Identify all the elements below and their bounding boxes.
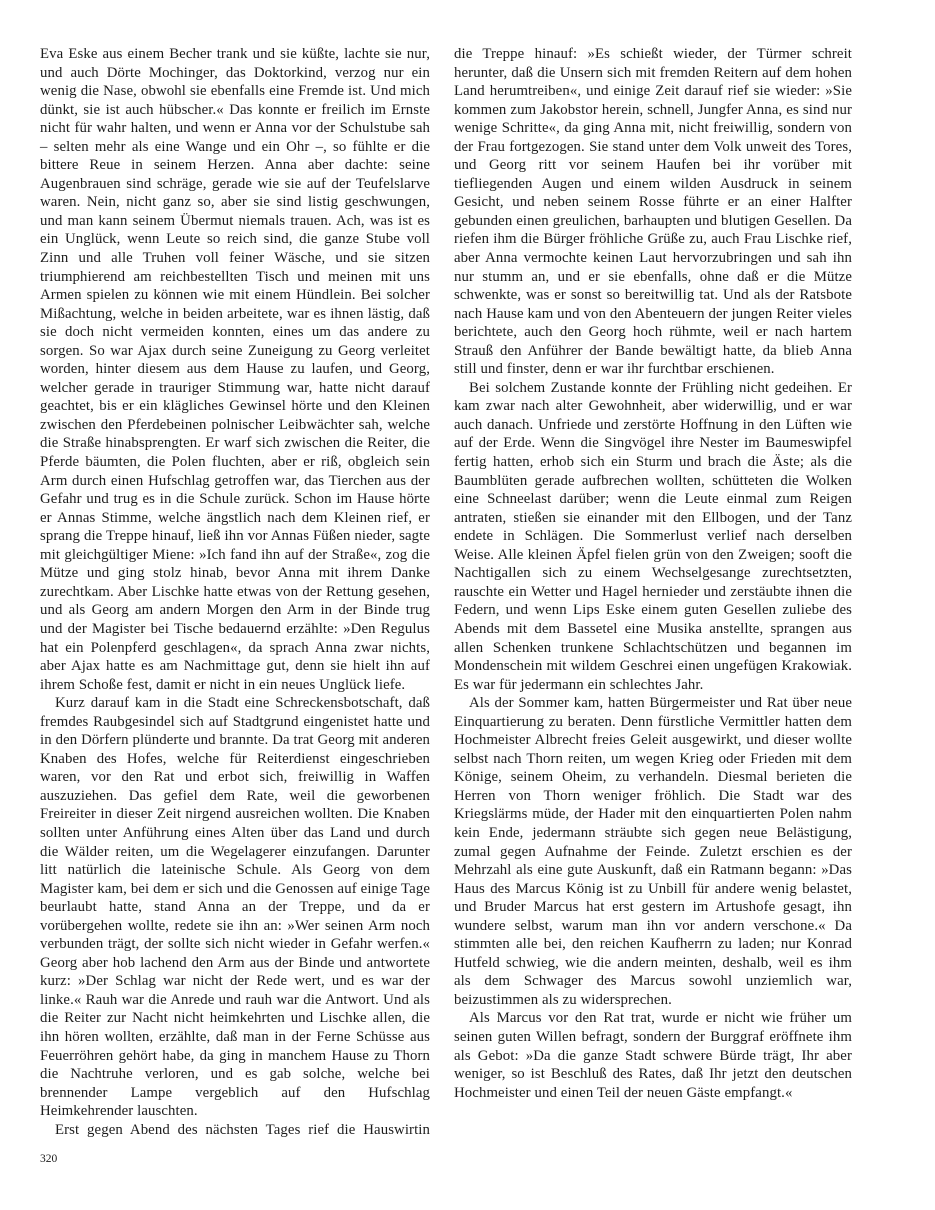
paragraph: Eva Eske aus einem Becher trank und sie küßte, lachte sie nur, und auch Dörte Mochinger, das Doktorkind, verzog nur ein wenig die Nase, obwohl sie ebenfalls eine Fremde ist. Und mich dünkt, sie ist auch hübscher.« Das konnte er freilich im Ernste nicht für wahr halten, und wenn er Anna vor der Schulstube sah – selten mehr als eine Wange und ein Ohr –, so fühlte er die bittere Reue in seinem Herzen. Anna aber dachte: seine Augenbrauen sind schräge, gerade wie sie auf der Teufelslarve waren. Nein, nicht ganz so, aber sie sind listig geschwungen, und man kann seinem Übermut niemals trauen. Ach, was ist es ein Unglück, wenn Leute so reich sind, die ganze Stube voll Zinn und alle Truhen voll feiner Wäsche, und sie sitzen triumphierend am reichbestellten Tisch und meinen mit uns Armen spielen zu können wie mit einem Hündlein. Bei solcher Mißachtung, welche in beiden arbeitete, war es ihnen lästig, daß sie doch nicht vermeiden konnten, eines um das andere zu sorgen. So war Ajax durch seine Zuneigung zu Georg verleitet worden, hinter diesem aus dem Hause zu laufen, und Georg, welcher gerade in trauriger Stimmung war, hatte nicht darauf geachtet, bis er ein klägliches Gewinsel hörte und den Kleinen zwischen den Pferdebeinen polnischer Leibwächter sah, welche die Straße hinabsprengten. Er warf sich zwischen die Reiter, die Pferde bäumten, die Polen fluchten, aber er riß, obgleich sein Arm durch einen Hufschlag getroffen war, das Tierchen aus der Gefahr und trug es in die Schule zurück. Schon im Hause hörte er Annas Stimme, welche ängstlich nach dem Kleinen rief, er sprang die Treppe hinauf, ließ ihn vor Annas Füßen nieder, sagte mit gleichgültiger Miene: »Ich fand ihn auf der Straße«, zog die Mütze und ging stolz hinab, bevor Anna mit ihrem Danke zurechtkam. Aber Lischke hatte etwas von der Rettung gesehen, und als Georg am andern Morgen den Arm in der Binde trug und der Magister bei Tische bedauernd erzählte: »Den Regulus hat ein Polenpferd geschlagen«, da sprach Anna zwar nichts, aber Ajax hatte es am Nachmittage gut, denn sie hielt ihn auf ihrem Schoße fest, damit er nicht in ein neues Unglück liefe.	[40, 46, 430, 693]
paragraph: die Treppe hinauf: »Es schießt wieder, der Türmer schreit herunter, daß die Unsern sich mit fremden Reitern auf dem hohen Land herumtreiben«, und einige Zeit darauf rief sie wieder: »Sie kommen zum Jakobstor herein, schnell, Jungfer Anna, es sind nur wenige Schritte«, da ging Anna mit, nicht freiwillig, sondern von der Frau fortgezogen. Sie stand unter dem Volk unweit des Tores, und Georg ritt vor seinem Haufen bei ihr vorüber mit tiefliegenden Augen und einem wilden Ausdruck in seinem Gesicht, und neben seinem Rosse führte er an einer Halfter gebunden einen greulichen, barhaupten und blutigen Gesellen. Da riefen ihm die Bürger fröhliche Grüße zu, auch Frau Lischke rief, aber Anna vermochte keinen Laut hervorzubringen und sah ihn nur stumm an, und er sie ebenfalls, ohne daß er die Mütze schwenkte, was er sonst so bereitwillig tat. Und als der Ratsbote nach Hause kam und von den Abenteuern der jungen Reiter vieles berichtete, auch den Georg hoch rühmte, weil er nach hartem Strauß den Anführer der Bande bewältigt hatte, da blieb Anna still und finster, denn er war ihr furchtbar erschienen.	[454, 46, 852, 378]
paragraph: Als der Sommer kam, hatten Bürgermeister und Rat über neue Einquartierung zu beraten. Denn fürstliche Vermittler hatten dem Hochmeister Albrecht freies Geleit ausgewirkt, und dieser wollte selbst nach Thorn reiten, um wegen Krieg oder Frieden mit dem Könige, seinem Oheim, zu verhandeln. Diesmal berieten die Herren von Thorn weniger fröhlich. Die Stadt war des Kriegslärms müde, der Hader mit den einquartierten Polen nahm kein Ende, jedermann sträubte sich gegen neue Belästigung, zumal gegen Aufnahme der Feinde. Zuletzt erschien es der Mehrzahl als eine gute Auskunft, daß ein Ratmann begann: »Das Haus des Marcus König ist zu Unbill für andere wenig belastet, und Bruder Marcus hat erst gestern im Artushofe gesagt, ihn wundere selbst, warum man ihn vor andern verschone.« Da stimmten alle bei, den reichen Kaufherrn zu laden; nur Konrad Hutfeld schwieg, wie die andern meinten, deshalb, weil es ihm als dem Schwager des Marcus sowohl unziemlich war, beizustimmen als zu widersprechen.	[454, 695, 852, 1008]
page-number: 320	[40, 1153, 58, 1165]
paragraph: Erst gegen Abend des nächsten Tages rief die Hauswirtin	[55, 1121, 430, 1138]
paragraph: Bei solchem Zustande konnte der Frühling nicht gedeihen. Er kam zwar nach alter Gewohnheit, aber widerwillig, und er war auch danach. Unfriede und zerstörte Hoffnung in den Lüften wie auf der Erde. Wenn die Singvögel ihre Nester im Baumeswipfel fertig hatten, erhob sich ein Sturm und brach die Äste; als die Baumblüten gerade aufbrechen wollten, schütteten die Wolken eine Schneelast darüber; wenn die Leute einmal zum Reigen antraten, stießen sie einander mit den Ellbogen, und der Tanz endete in Schlägen. Die Sommerlust verlief nach derselben Weise. Alle kleinen Äpfel fielen grün von den Zweigen; sooft die Nachtigallen sich zu einem Wechselgesange zurechtsetzten, rauschte ein Wetter und Hagel hernieder und zerstäubte ihnen die Federn, und wenn Lips Eske einem guten Gesellen zuliebe des Abends mit dem Bassetel eine Musika anstellte, sprangen aus allen Schenken trunkene Schlachtschützen und begannen im Mondenschein mit wildem Geschrei einen ungefügen Krakowiak. Es war für jedermann ein schlechtes Jahr.	[454, 379, 852, 693]
text-column-left	[40, 45, 430, 1139]
paragraph: Kurz darauf kam in die Stadt eine Schreckensbotschaft, daß fremdes Raubgesindel sich auf Stadtgrund eingenistet hatte und in den Dörfern plünderte und brannte. Da trat Georg mit anderen Knaben des Hofes, welche für Reiterdienst eingeschrieben waren, vor den Rat und erbot sich, freiwillig in Waffen auszuziehen. Das gefiel dem Rate, weil die geworbenen Freireiter in dieser Zeit nirgend ausreichen wollten. Die Knaben sollten unter Anführung eines Alten über das Land und durch die Wälder reiten, um die Wegelagerer einzufangen. Darunter litt natürlich die lateinische Schule. Als Georg von dem Magister kam, bei dem er sich und die Genossen auf einige Tage beurlaubt hatte, stand Anna an der Treppe, und da er vorübergehen wollte, redete sie ihn an: »Wer seinen Arm noch verbunden trägt, der sollte sich nicht wieder in Gefahr werfen.« Georg aber hob lachend den Arm aus der Binde und antwortete kurz: »Der Schlag war nicht der Rede wert, und es war der linke.« Rauh war die Anrede und rauh war die Antwort. Und als die Reiter zur Nacht nicht heimkehrten und Lischke allen, die ihn hören wollten, erzählte, daß man in der Ferne Schüsse aus Feuerröhren gehört habe, da ging in manchem Hause zu Thorn die Nachtruhe verloren, und es gab solche, welche bei brennender Lampe vergeblich auf den Hufschlag Heimkehrender lauschten.	[40, 695, 430, 1120]
paragraph: Als Marcus vor den Rat trat, wurde er nicht wie früher um seinen guten Willen befragt, sondern der Burggraf eröffnete ihm als Gebot: »Da die ganze Stadt schwere Bürde trägt, Ihr aber weniger, so ist Beschluß des Rates, daß Ihr jetzt den deutschen Hochmeister und einen Teil der neuen Gäste empfangt.«	[454, 1010, 852, 1101]
text-column-right	[454, 45, 852, 1139]
